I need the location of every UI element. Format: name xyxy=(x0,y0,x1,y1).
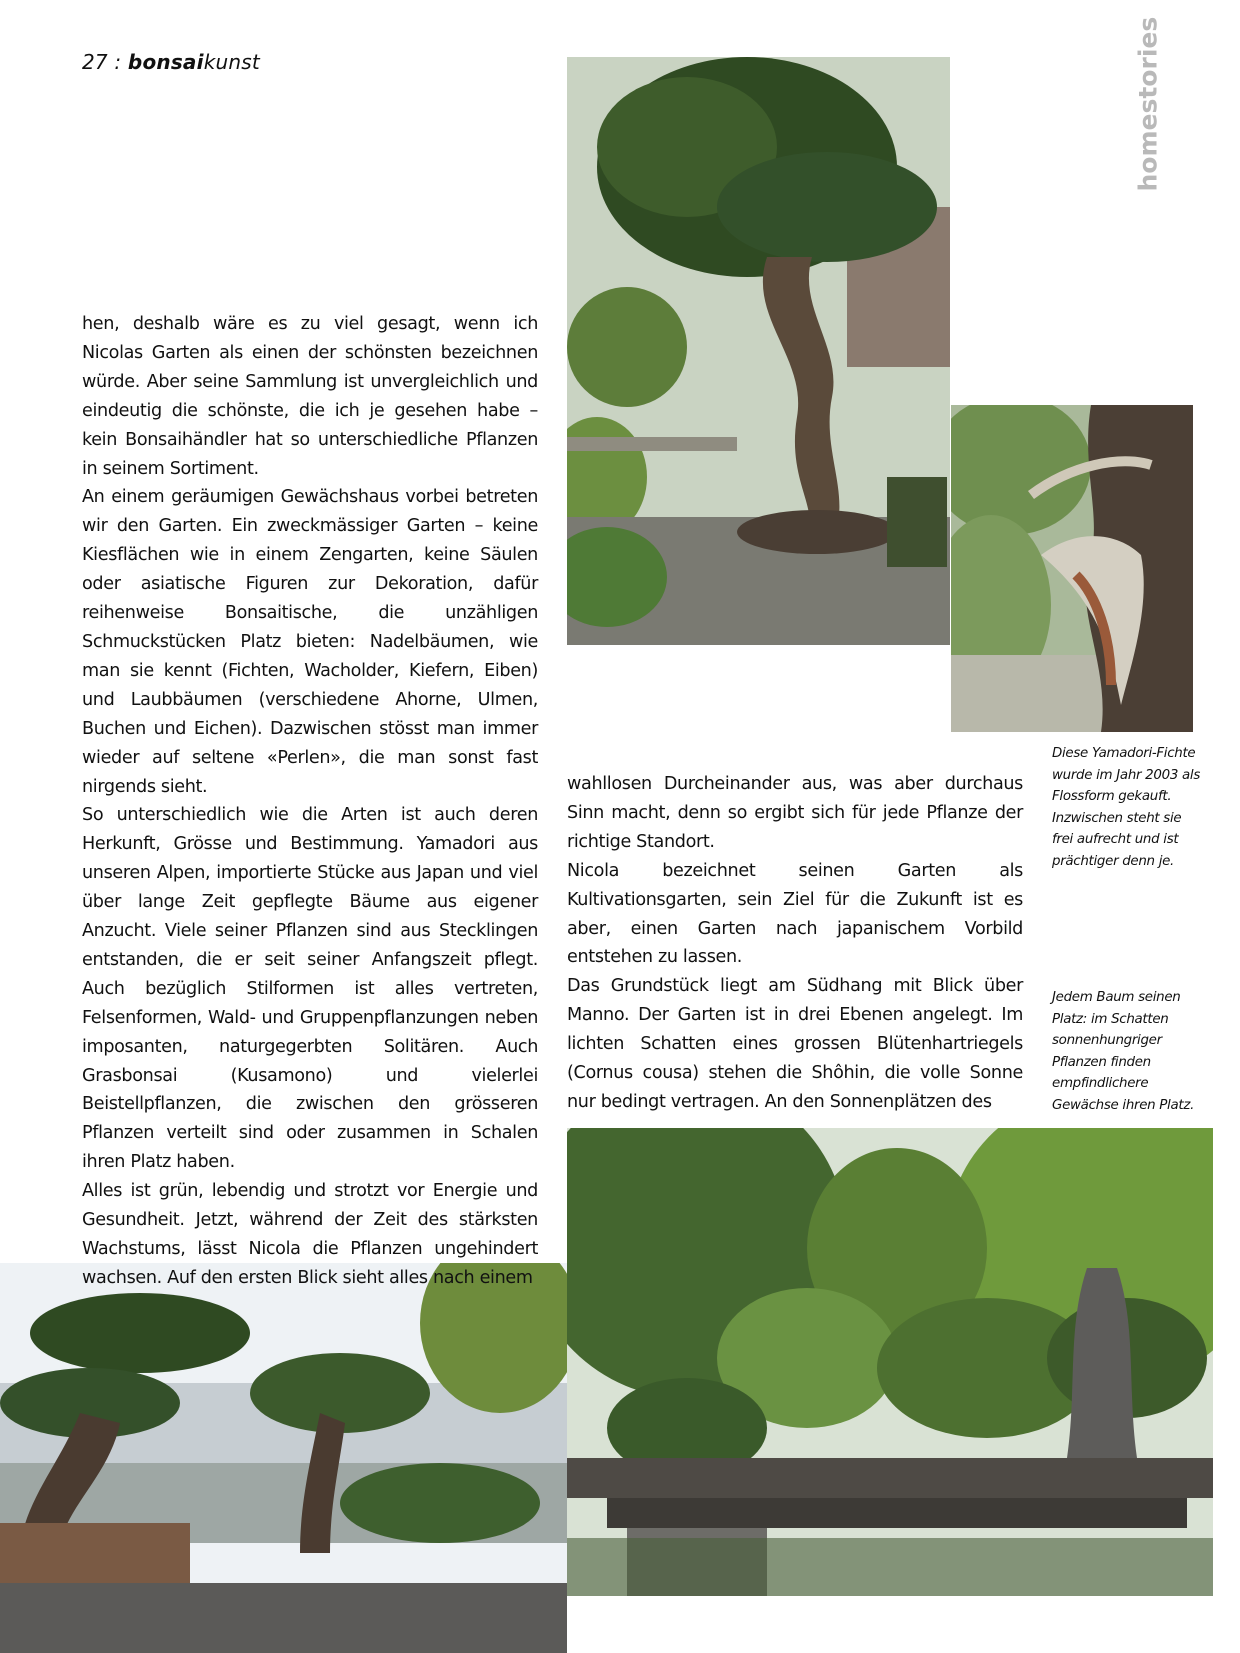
paragraph: Das Grundstück liegt am Südhang mit Blick über Manno. Der Garten ist in drei Ebenen angelegt. Im lichten Schatten eines grossen Blütenhartriegels (Cornus cousa) stehen die Shôhin, die volle Sonne nur bedingt vertragen. An den Sonnenplätzen des xyxy=(567,976,1023,1112)
page-number: 27 xyxy=(82,50,108,74)
magazine-name-bold: bonsai xyxy=(127,50,204,74)
photo-caption-shade: Jedem Baum seinen Platz: im Schatten sonnenhungriger Pflanzen finden empfindlichere Gewächse ihren Platz. xyxy=(1052,990,1195,1113)
header-separator: : xyxy=(107,50,128,74)
photo-pines-on-terrace xyxy=(0,1263,567,1653)
photo-yamadori-spruce xyxy=(567,57,950,645)
photo-caption-spruce: Diese Yamadori-Fichte wurde im Jahr 2003 als Flossform gekauft. Inzwischen steht sie frei aufrecht und ist prächtiger denn je. xyxy=(1052,746,1201,869)
paragraph: Alles ist grün, lebendig und strotzt vor Energie und Gesundheit. Jetzt, während der Zeit des stärksten Wachstums, lässt Nicola die Pflanzen ungehindert wachsen. Auf den ersten Blick sieht alles nach einem xyxy=(82,1181,538,1288)
article-column-left xyxy=(82,310,538,1293)
article-column-middle xyxy=(567,770,1023,1117)
paragraph: An einem geräumigen Gewächshaus vorbei betreten wir den Garten. Ein zweckmässiger Garten – keine Kiesflächen wie in einem Zengarten, keine Säulen oder asiatische Figuren zur Dekoration, dafür reihenweise Bonsaitische, die unzähligen Schmuckstücken Platz bieten: Nadelbäumen, wie man sie kennt (Fichten, Wacholder, Kiefern, Eiben) und Laubbäumen (verschiedene Ahorne, Ulmen, Buchen und Eichen). Dazwischen stösst man immer wieder auf seltene «Perlen», die man sonst fast nirgends sieht. xyxy=(82,487,538,797)
magazine-name-light: kunst xyxy=(203,50,260,74)
paragraph: Nicola bezeichnet seinen Garten als Kultivationsgarten, sein Ziel für die Zukunft ist es aber, einen Garten nach japanischem Vorbild entstehen zu lassen. xyxy=(567,860,1023,968)
section-tag: homestories xyxy=(1133,16,1163,192)
paragraph: So unterschiedlich wie die Arten ist auch deren Herkunft, Grösse und Bestimmung. Yamadori aus unseren Alpen, importierte Stücke aus Japan und viel über lange Zeit gepflegte Bäume aus eigener Anzucht. Viele seiner Pflanzen sind aus Stecklingen entstanden, die er seit seiner Anfangszeit pflegt. Auch bezüglich Stilformen ist alles vertreten, Felsenformen, Wald- und Gruppenpflanzungen neben imposanten, naturgegerbten Solitären. Auch Grasbonsai (Kusamono) und vielerlei Beistellpflanzen, die zwischen den grösseren Pflanzen verteilt sind oder zusammen in Schalen ihren Platz haben. xyxy=(82,805,538,1173)
paragraph: wahllosen Durcheinander aus, was aber durchaus Sinn macht, denn so ergibt sich für jede Pflanze der richtige Standort. xyxy=(567,774,1023,852)
paragraph: hen, deshalb wäre es zu viel gesagt, wenn ich Nicolas Garten als einen der schönsten bezeichnen würde. Aber seine Sammlung ist unvergleichlich und eindeutig die schönste, die ich je gesehen habe – kein Bonsaihändler hat so unterschiedliche Pflanzen in seinem Sortiment. xyxy=(82,314,538,479)
running-header xyxy=(82,50,260,74)
photo-bonsai-tables xyxy=(567,1128,1213,1596)
photo-deadwood-detail xyxy=(951,405,1193,732)
